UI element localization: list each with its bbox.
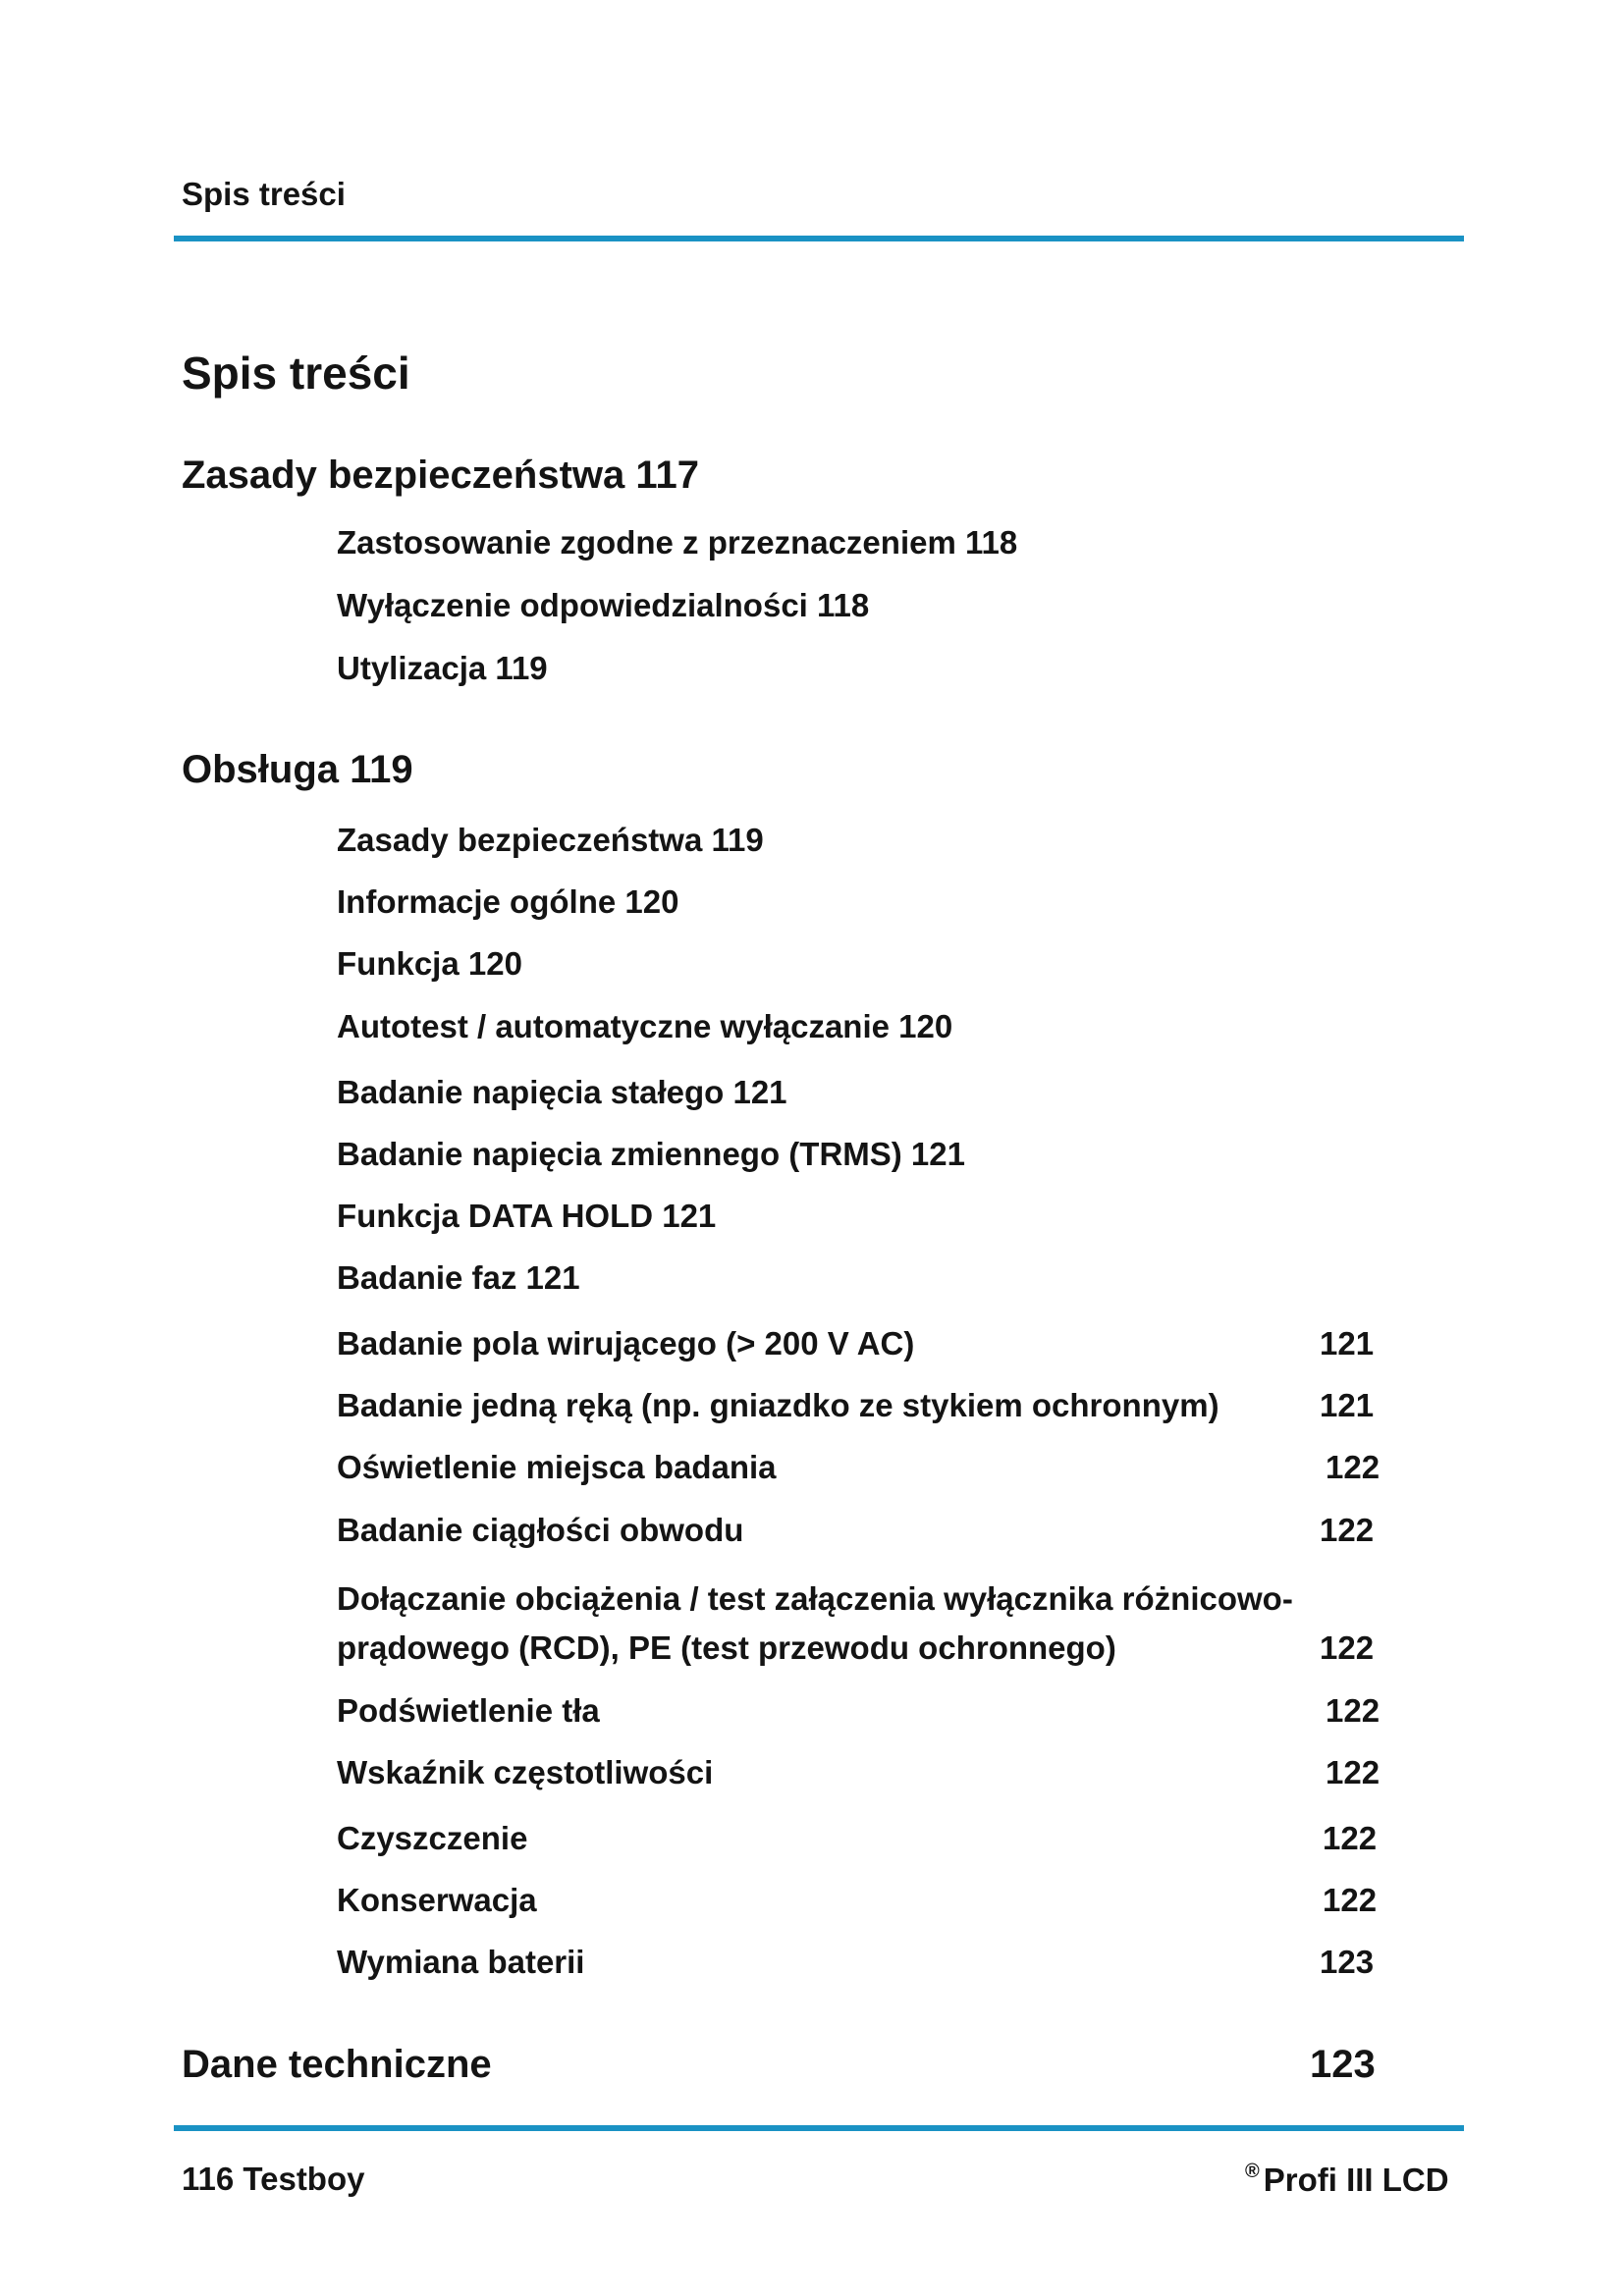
header-rule xyxy=(174,236,1464,241)
toc-entry[interactable]: Wskaźnik częstotliwości xyxy=(337,1754,714,1790)
toc-page-number: 121 xyxy=(1320,1387,1375,1423)
toc-entry[interactable]: Konserwacja xyxy=(337,1882,537,1918)
toc-entry[interactable]: Czyszczenie xyxy=(337,1820,528,1856)
toc-page-number: 122 xyxy=(1323,1820,1378,1856)
toc-entry[interactable]: Badanie napięcia stałego 121 xyxy=(337,1074,787,1110)
toc-entry[interactable]: Wymiana baterii xyxy=(337,1944,585,1980)
toc-page-number: 123 xyxy=(1320,1944,1375,1980)
toc-entry[interactable]: Badanie pola wirującego (> 200 V AC) xyxy=(337,1325,915,1362)
toc-entry[interactable]: Funkcja 120 xyxy=(337,945,522,982)
toc-page-number: 121 xyxy=(1320,1325,1375,1362)
toc-page-number: 122 xyxy=(1326,1692,1380,1729)
toc-entry[interactable]: Zastosowanie zgodne z przeznaczeniem 118 xyxy=(337,524,1018,561)
toc-entry[interactable]: Wyłączenie odpowiedzialności 118 xyxy=(337,587,870,623)
registered-mark: ® xyxy=(1245,2161,1260,2182)
toc-entry[interactable]: Zasady bezpieczeństwa 119 xyxy=(337,822,764,858)
toc-page-number: 122 xyxy=(1326,1754,1380,1790)
toc-page-number: 122 xyxy=(1320,1512,1375,1548)
footer-product-name xyxy=(1245,2161,1449,2199)
toc-page-number: 122 xyxy=(1320,1629,1375,1666)
toc-page-number: 123 xyxy=(1310,2043,1376,2086)
toc-section-operation[interactable]: Obsługa 119 xyxy=(182,748,413,791)
toc-entry[interactable]: Badanie ciągłości obwodu xyxy=(337,1512,744,1548)
toc-entry[interactable]: Oświetlenie miejsca badania xyxy=(337,1449,777,1485)
page-title: Spis treści xyxy=(182,347,410,399)
toc-entry[interactable]: Badanie faz 121 xyxy=(337,1259,580,1296)
toc-entry[interactable]: Dołączanie obciążenia / test załączenia wyłącznika różnicowo- xyxy=(337,1580,1293,1617)
toc-entry[interactable]: Badanie jedną ręką (np. gniazdko ze stykiem ochronnym) xyxy=(337,1387,1219,1423)
footer-rule xyxy=(174,2125,1464,2131)
footer-product-text: Profi III LCD xyxy=(1263,2162,1449,2198)
toc-page-number: 122 xyxy=(1326,1449,1380,1485)
running-header: Spis treści xyxy=(182,176,346,212)
toc-entry[interactable]: Utylizacja 119 xyxy=(337,650,548,686)
toc-entry[interactable]: Badanie napięcia zmiennego (TRMS) 121 xyxy=(337,1136,965,1172)
toc-section-safety[interactable]: Zasady bezpieczeństwa 117 xyxy=(182,454,699,497)
footer-page-label: 116 Testboy xyxy=(182,2161,365,2197)
toc-entry-continuation[interactable]: prądowego (RCD), PE (test przewodu ochronnego) xyxy=(337,1629,1116,1666)
toc-entry[interactable]: Funkcja DATA HOLD 121 xyxy=(337,1198,717,1234)
toc-entry[interactable]: Informacje ogólne 120 xyxy=(337,883,679,920)
toc-entry[interactable]: Podświetlenie tła xyxy=(337,1692,600,1729)
toc-page-number: 122 xyxy=(1323,1882,1378,1918)
toc-section-technical-data[interactable]: Dane techniczne xyxy=(182,2043,492,2086)
toc-entry[interactable]: Autotest / automatyczne wyłączanie 120 xyxy=(337,1008,953,1044)
